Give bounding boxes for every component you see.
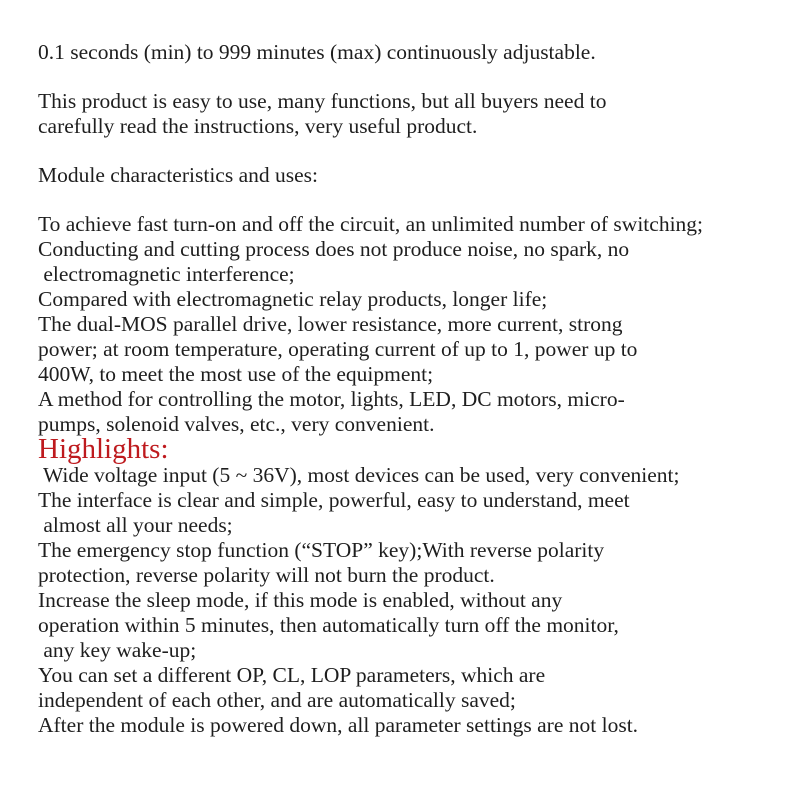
text-line: pumps, solenoid valves, etc., very convenient.: [38, 412, 435, 436]
text-line: Module characteristics and uses:: [38, 163, 319, 187]
text-line: Highlights:: [38, 433, 169, 465]
text-line: independent of each other, and are automatically saved;: [38, 688, 516, 712]
text-line: To achieve fast turn-on and off the circuit, an unlimited number of switching;: [38, 212, 704, 236]
text-line: Increase the sleep mode, if this mode is enabled, without any: [38, 588, 563, 612]
text-line: electromagnetic interference;: [38, 262, 295, 286]
text-line: any key wake-up;: [38, 638, 197, 662]
text-line: The dual-MOS parallel drive, lower resistance, more current, strong: [38, 312, 623, 336]
text-line: carefully read the instructions, very useful product.: [38, 114, 478, 138]
text-line: almost all your needs;: [38, 513, 233, 537]
text-line: The interface is clear and simple, powerful, easy to understand, meet: [38, 488, 630, 512]
text-line: Compared with electromagnetic relay products, longer life;: [38, 287, 548, 311]
text-line: Conducting and cutting process does not produce noise, no spark, no: [38, 237, 630, 261]
text-line: 400W, to meet the most use of the equipment;: [38, 362, 434, 386]
paragraph: [38, 89, 780, 139]
text-line: The emergency stop function (“STOP” key);With reverse polarity: [38, 538, 605, 562]
text-line: A method for controlling the motor, lights, LED, DC motors, micro-: [38, 387, 625, 411]
text-line: Wide voltage input (5 ~ 36V), most devices can be used, very convenient;: [38, 463, 680, 487]
paragraph: [38, 40, 780, 65]
text-line: protection, reverse polarity will not burn the product.: [38, 563, 495, 587]
text-line: 0.1 seconds (min) to 999 minutes (max) continuously adjustable.: [38, 40, 596, 64]
highlights-heading: [38, 435, 780, 463]
text-line: After the module is powered down, all parameter settings are not lost.: [38, 713, 639, 737]
text-line: power; at room temperature, operating current of up to 1, power up to: [38, 337, 638, 361]
text-line: This product is easy to use, many functions, but all buyers need to: [38, 89, 607, 113]
paragraph: [38, 212, 780, 437]
text-line: You can set a different OP, CL, LOP parameters, which are: [38, 663, 546, 687]
text-line: operation within 5 minutes, then automatically turn off the monitor,: [38, 613, 619, 637]
paragraph: [38, 463, 780, 738]
paragraph: [38, 163, 780, 188]
